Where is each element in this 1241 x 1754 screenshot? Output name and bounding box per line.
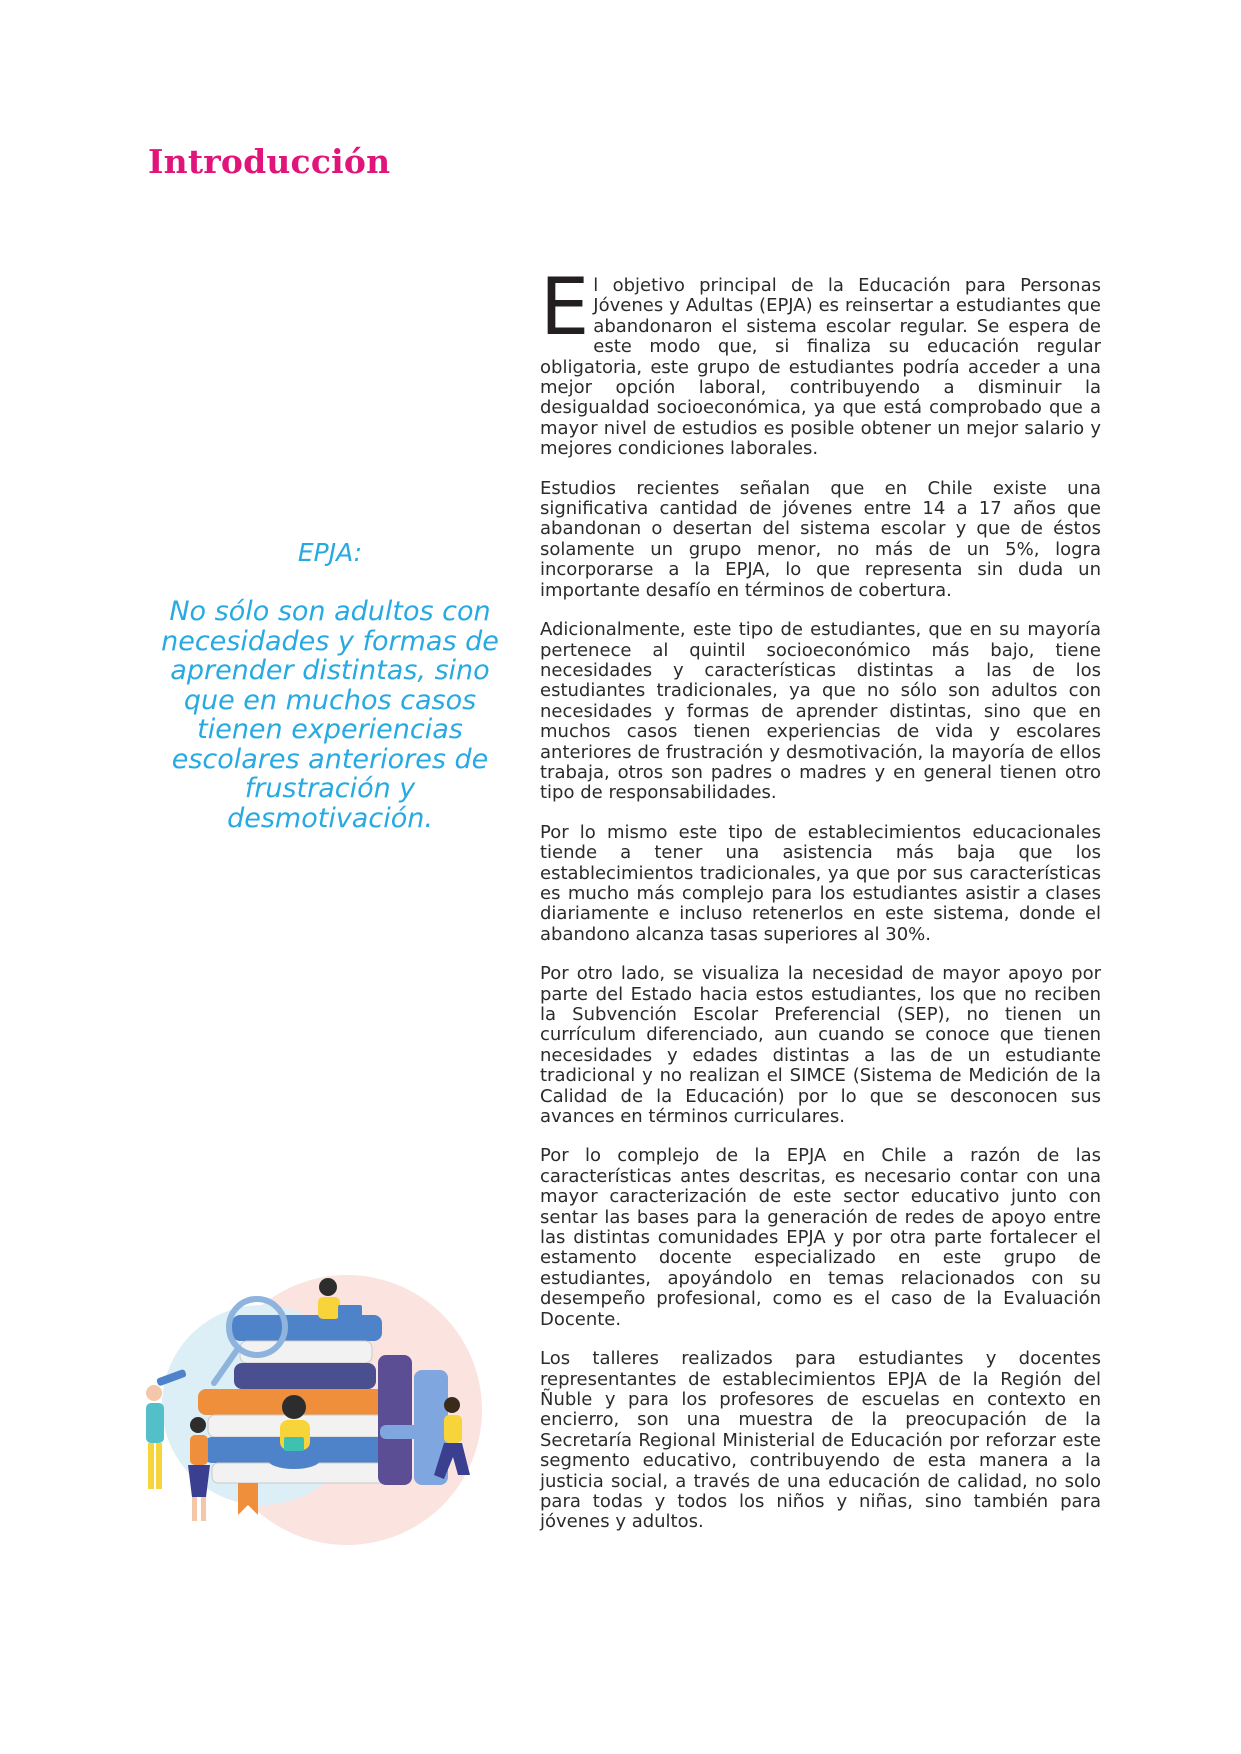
paragraph-2: Estudios recientes señalan que en Chile existe una significativa cantidad de jóvenes entre 14 a 17 años que abandonan o desertan del sistema escolar y que de éstos solamente un grupo menor, no más de un 5%, logra incorporarse a la EPJA, lo que representa sin duda un importante desafío en términos de cobertura. [540, 477, 1101, 601]
paragraph-5: Por otro lado, se visualiza la necesidad de mayor apoyo por parte del Estado hacia estos estudiantes, los que no reciben la Subvención Escolar Preferencial (SEP), no tienen un currículum diferenciado, aun cuando se conoce que tienen necesidades y edades distintas a las de un estudiante tradicional y no realizan el SIMCE (Sistema de Medición de la Calidad de la Educación) por lo que se desconocen sus avances en términos curriculares. [540, 963, 1101, 1128]
pull-quote-label: EPJA: [297, 538, 363, 567]
page-title: Introducción [148, 142, 391, 181]
pull-quote-text: No sólo son adultos con necesidades y formas de aprender distintas, sino que en muchos casos tienen experiencias escolares anteriores de frustración y desmotivación. [161, 596, 499, 834]
book [234, 1363, 376, 1389]
paragraph-1-text: l objetivo principal de la Educación para Personas Jóvenes y Adultas (EPJA) es reinsertar a estudiantes que abandonaron el sistema escolar regular. Se espera de este modo que, si finaliza su educación regular obligatoria, este grupo de estudiantes podría acceder a una mejor opción laboral, contribuyendo a disminuir la desigualdad socioeconómica, ya que está comprobado que a mayor nivel de estudios es posible obtener un mejor salario y mejores condiciones laborales. [540, 275, 1101, 460]
person-head [146, 1385, 162, 1401]
paragraph-1 [540, 263, 1101, 460]
person-head [190, 1417, 206, 1433]
paragraph-4: Por lo mismo este tipo de establecimientos educacionales tiende a tener una asistencia más baja que los establecimientos tradicionales, ya que por sus características es mucho más complejo para los estudiantes asistir a clases diariamente e incluso retenerlos en este sistema, donde el abandono alcanza tasas superiores al 30%. [540, 821, 1101, 945]
body-text-column [540, 263, 1101, 1552]
paragraph-7: Los talleres realizados para estudiantes y docentes representantes de establecimientos EPJA de la Región del Ñuble y para los profesores de escuelas en contexto en encierro, son una muestra de la preocupación de la Secretaría Regional Ministerial de Educación por reforzar este segmento educativo, contribuyendo de esta manera a la justicia social, a través de una educación de calidad, no solo para todas y todos los niños y niñas, sino también para jóvenes y adultos. [540, 1348, 1101, 1533]
person-head [444, 1397, 460, 1413]
person-head [282, 1395, 306, 1419]
bookmark-icon [238, 1483, 258, 1515]
laptop-icon [338, 1305, 362, 1321]
book [380, 1425, 444, 1439]
paragraph-6: Por lo complejo de la EPJA en Chile a razón de las características antes descritas, es necesario contar con una mayor caracterización de este sector educativo junto con sentar las bases para la generación de redes de apoyo entre las distintas comunidades EPJA y por otra parte fortalecer el estamento docente especializado en este grupo de estudiantes, apoyándolo en temas relacionados con su desempeño profesional, como es el caso de la Evaluación Docente. [540, 1145, 1101, 1330]
paragraph-3: Adicionalmente, este tipo de estudiantes, que en su mayoría pertenece al quintil socioeconómico más bajo, tiene necesidades y características distintas a las de los estudiantes tradicionales, ya que no sólo son adultos con necesidades y formas de aprender distintas, sino que en muchos casos tienen experiencias de vida y escolares anteriores de frustración y desmotivación, la mayoría de ellos trabaja, otros son padres o madres y en general tienen otro tipo de responsabilidades. [540, 619, 1101, 804]
standing-book [378, 1355, 412, 1485]
laptop-icon [284, 1437, 304, 1451]
students-with-books-illustration [142, 1275, 514, 1575]
drop-cap: E [540, 263, 590, 353]
pull-quote [150, 538, 510, 833]
person-head [319, 1278, 337, 1296]
